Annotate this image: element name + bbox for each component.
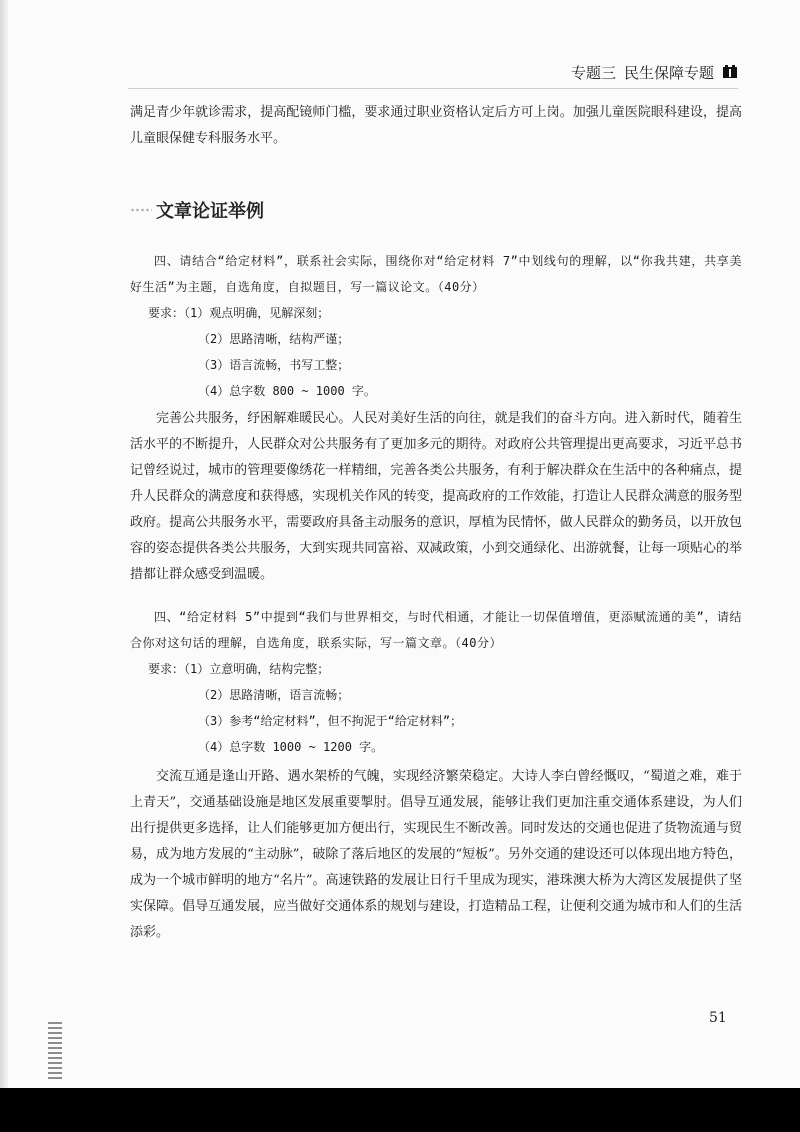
requirements-label: 要求：	[148, 306, 185, 320]
requirements-label: 要求：	[148, 662, 185, 676]
question-2-prompt: 四、“给定材料 5”中提到“我们与世界相交，与时代相通，才能让一切保值增值，更添赋流通的美”，请结合你对这句话的理解，自选角度，联系实际，写一篇文章。（40分）	[130, 610, 742, 650]
requirement-item: （4）总字数 800 ~ 1000 字。	[198, 384, 376, 398]
question-1-block	[130, 248, 742, 404]
question-1-prompt: 四、请结合“给定材料”，联系社会实际，围绕你对“给定材料 7”中划线句的理解，以“你我共建，共享美好生活”为主题，自选角度，自拟题目，写一篇议论文。（40分）	[130, 254, 742, 294]
binding-marks	[48, 1022, 62, 1082]
essay-example-1: 完善公共服务，纾困解难暖民心。人民对美好生活的向往，就是我们的奋斗方向。进入新时代，随着生活水平的不断提升，人民群众对公共服务有了更加多元的期待。对政府公共管理提出更高要求，习近平总书记曾经说过，城市的管理要像绣花一样精细，完善各类公共服务，有利于解决群众在生活中的各种痛点，提升人民群众的满意度和获得感，实现机关作风的转变，提高政府的工作效能，打造让人民群众满意的服务型政府。提高公共服务水平，需要政府具备主动服务的意识，厚植为民情怀，做人民群众的勤务员，以开放包容的姿态提供各类公共服务，大到实现共同富裕、双减政策，小到交通绿化、出游就餐，让每一项贴心的举措都让群众感受到温暖。	[130, 411, 742, 582]
requirement-item: （3）参考“给定材料”，但不拘泥于“给定材料”；	[198, 714, 463, 728]
running-header	[571, 60, 738, 84]
intro-paragraph	[130, 100, 742, 152]
section-title-ornament	[130, 208, 152, 212]
section-title: 文章论证举例	[156, 201, 264, 222]
requirement-item: （1）观点明确，见解深刻；	[184, 306, 330, 320]
essay-example-2: 交流互通是逢山开路、遇水架桥的气魄，实现经济繁荣稳定。大诗人李白曾经慨叹，“蜀道之难，难于上青天”，交通基础设施是地区发展重要掣肘。倡导互通发展，能够让我们更加注重交通体系建设，为人们出行提供更多选择，让人们能够更加方便出行，实现民生不断改善。同时发达的交通也促进了货物流通与贸易，成为地方发展的“主动脉”，破除了落后地区的发展的“短板”。另外交通的建设还可以体现出地方特色，成为一个城市鲜明的地方“名片”。高速铁路的发展让日行千里成为现实，港珠澳大桥为大湾区发展提供了坚实保障。倡导互通发展，应当做好交通体系的规划与建设，打造精品工程，让便利交通为城市和人们的生活添彩。	[130, 769, 742, 940]
header-divider	[128, 88, 738, 89]
scan-edge-shadow	[0, 0, 8, 1132]
requirement-item: （4）总字数 1000 ~ 1200 字。	[198, 740, 384, 754]
requirement-item: （3）语言流畅，书写工整；	[198, 358, 350, 372]
header-topic: 民生保障专题	[623, 63, 714, 82]
book-icon	[722, 64, 738, 80]
question-2-block	[130, 604, 742, 760]
header-chapter: 专题三	[570, 63, 616, 82]
page-number: 51	[709, 1010, 727, 1026]
intro-text: 满足青少年就诊需求，提高配镜师门槛，要求通过职业资格认定后方可上岗。加强儿童医院眼科建设，提高儿童眼保健专科服务水平。	[130, 105, 742, 146]
requirement-item: （1）立意明确，结构完整；	[184, 662, 330, 676]
requirement-item: （2）思路清晰，语言流畅；	[198, 688, 350, 702]
scan-bottom-border	[0, 1088, 800, 1132]
requirement-item: （2）思路清晰，结构严谨；	[198, 332, 350, 346]
